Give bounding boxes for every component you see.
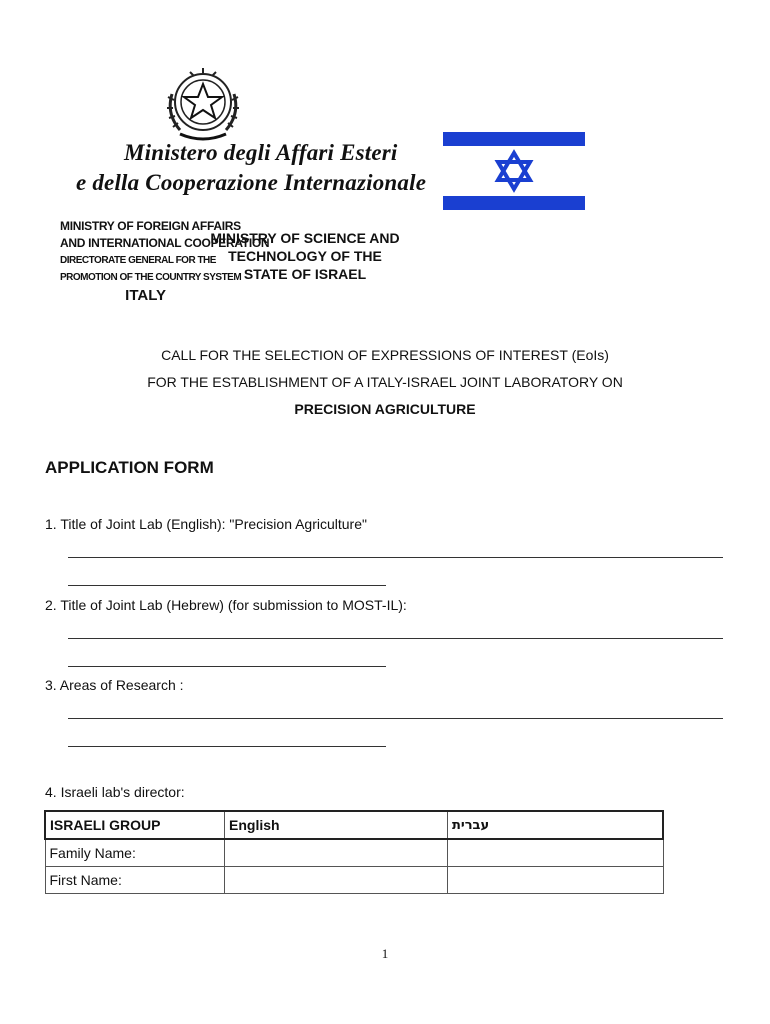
row-label: Family Name: [45,839,225,867]
israel-ministry-line: TECHNOLOGY OF THE [228,248,382,264]
item-1-answer-line-2[interactable] [68,585,386,586]
first-name-hebrew-field[interactable] [448,867,664,894]
table-header-cell: ISRAELI GROUP [45,811,225,839]
item-1-label: 1. Title of Joint Lab (English): "Precision Agriculture" [45,516,367,532]
call-line-2: FOR THE ESTABLISHMENT OF A ITALY-ISRAEL JOINT LABORATORY ON [147,374,623,390]
first-name-english-field[interactable] [225,867,448,894]
italian-republic-emblem-icon [160,64,246,146]
israel-ministry-line: MINISTRY OF SCIENCE AND [210,230,400,246]
italy-ministry-name-line2: e della Cooperazione Internazionale [76,170,427,195]
italy-block-line: ITALY [125,287,166,304]
page-number: 1 [381,946,389,961]
table-header-cell: עברית [448,811,664,839]
family-name-hebrew-field[interactable] [448,839,664,867]
israel-flag-icon [443,132,585,210]
italy-block-line: DIRECTORATE GENERAL FOR THE [60,255,216,266]
israel-ministry-line: STATE OF ISRAEL [243,266,367,282]
table-header-cell: English [225,811,448,839]
israeli-director-table [44,810,664,894]
call-topic: PRECISION AGRICULTURE [294,401,476,417]
item-2-answer-line-2[interactable] [68,666,386,667]
israel-ministry-name [190,229,420,283]
table-row [45,867,663,894]
family-name-english-field[interactable] [225,839,448,867]
italy-ministry-name-line1: Ministero degli Affari Esteri [124,140,398,165]
call-line-1: CALL FOR THE SELECTION OF EXPRESSIONS OF INTEREST (EoIs) [161,347,609,363]
item-3-label: 3. Areas of Research : [45,677,184,693]
item-2-label: 2. Title of Joint Lab (Hebrew) (for submission to MOST-IL): [45,597,407,613]
item-3-answer-line-2[interactable] [68,746,386,747]
italy-block-line: PROMOTION OF THE COUNTRY SYSTEM [60,272,242,283]
item-1-answer-line[interactable] [68,557,723,558]
row-label: First Name: [45,867,225,894]
table-row [45,839,663,867]
item-3-answer-line[interactable] [68,718,723,719]
italy-block-line: AND INTERNATIONAL COOPERATION [60,236,270,250]
form-title: APPLICATION FORM [45,458,214,477]
italy-block-line: MINISTRY OF FOREIGN AFFAIRS [60,219,241,233]
item-2-answer-line[interactable] [68,638,723,639]
italy-ministry-block [60,218,270,304]
item-4-label: 4. Israeli lab's director: [45,784,185,800]
table-header-row [45,811,663,839]
